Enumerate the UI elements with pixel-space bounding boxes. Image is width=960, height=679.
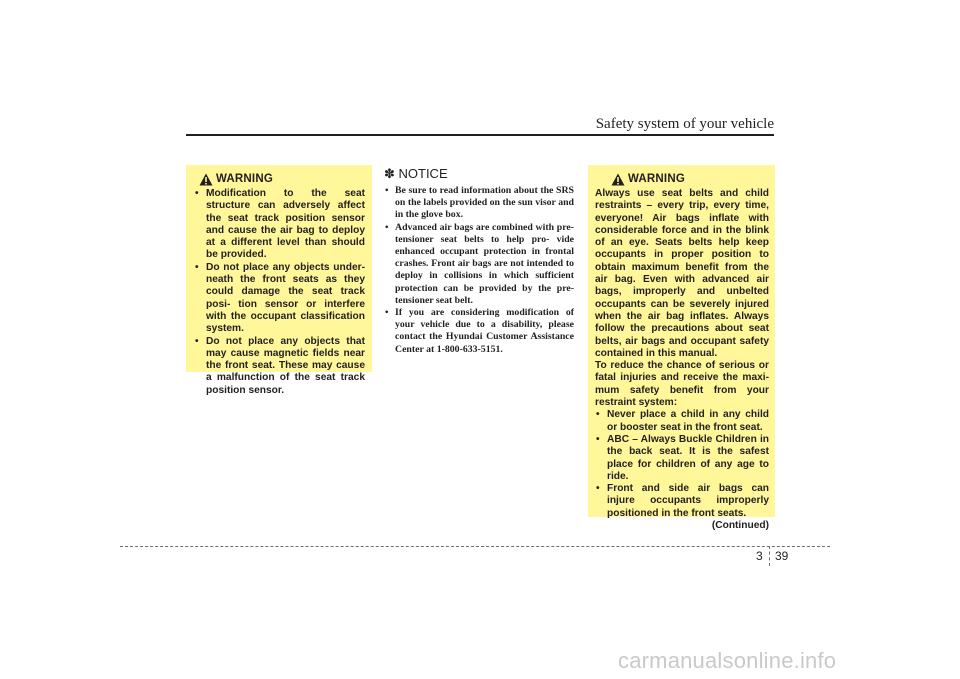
list-item: • Modification to the seat structure can adversely affect the seat track position sensor and cause the air bag to deploy at a different level than should be provided. xyxy=(194,188,365,262)
list-item: • Do not place any objects under- neath the front seats as they could damage the seat track posi- tion sensor or interfere with the occupant classification system. xyxy=(194,262,365,336)
list-item: • Do not place any objects that may cause magnetic fields near the front seat. These may cause a malfunction of the seat track position sensor. xyxy=(194,336,365,397)
chapter-number: 3 xyxy=(756,549,763,563)
left-warning-heading xyxy=(199,173,365,186)
left-warning-box xyxy=(186,165,372,396)
list-item: • Never place a child in any child or booster seat in the front seat. xyxy=(595,409,769,434)
notice-section xyxy=(384,166,574,356)
list-item: • Be sure to read information about the SRS on the labels provided on the sun visor and in the glove box. xyxy=(384,185,574,222)
right-warning-box xyxy=(588,165,775,532)
list-item: • Advanced air bags are combined with pre-tensioner seat belts to help pro- vide enhanced occupant protection in frontal crashes. Front air bags are not intended to deploy in collisions in which sufficient protection can be provided by the pre-tensioner seat belt. xyxy=(384,222,574,307)
continued-label: (Continued) xyxy=(711,520,769,532)
right-warning-paragraph: Always use seat belts and child restraints – every trip, every time, everyone! Air bags inflate with considerable force and in the blink of an eye. Seats belts help keep occupants in proper position to obtain maximum benefit from the air bag. Even with advanced air bags, improperly and unbelted occupants can be severely injured when the air bag inflates. Always follow the precautions about seat belts, air bags and occupant safety contained in this manual. xyxy=(595,188,769,359)
list-item: • Front and side air bags can injure occupants improperly positioned in the front seats. xyxy=(595,483,769,520)
header-rule xyxy=(186,134,774,136)
notice-list xyxy=(384,185,574,356)
page-number: 39 xyxy=(775,549,789,563)
list-item: • If you are considering modification of your vehicle due to a disability, please contact the Hyundai Customer Assistance Center at 1-800-633-5151. xyxy=(384,307,574,356)
left-warning-title: WARNING xyxy=(216,173,273,186)
right-warning-title: WARNING xyxy=(628,173,685,186)
watermark: carmanualsonline.info xyxy=(618,648,837,673)
warning-triangle-icon xyxy=(199,173,213,186)
footer-separator xyxy=(769,546,770,566)
right-warning-paragraph: To reduce the chance of serious or fatal injuries and receive the maxi- mum safety benefit from your restraint system: xyxy=(595,360,769,409)
page-header-title: Safety system of your vehicle xyxy=(595,116,774,132)
right-warning-heading xyxy=(611,173,769,186)
footer-rule xyxy=(120,546,830,547)
right-warning-list xyxy=(595,409,769,520)
left-warning-list xyxy=(194,188,365,397)
list-item: • ABC – Always Buckle Children in the back seat. It is the safest place for children of any age to ride. xyxy=(595,434,769,483)
warning-triangle-icon xyxy=(611,173,625,186)
notice-heading: ✽ NOTICE xyxy=(384,166,448,181)
